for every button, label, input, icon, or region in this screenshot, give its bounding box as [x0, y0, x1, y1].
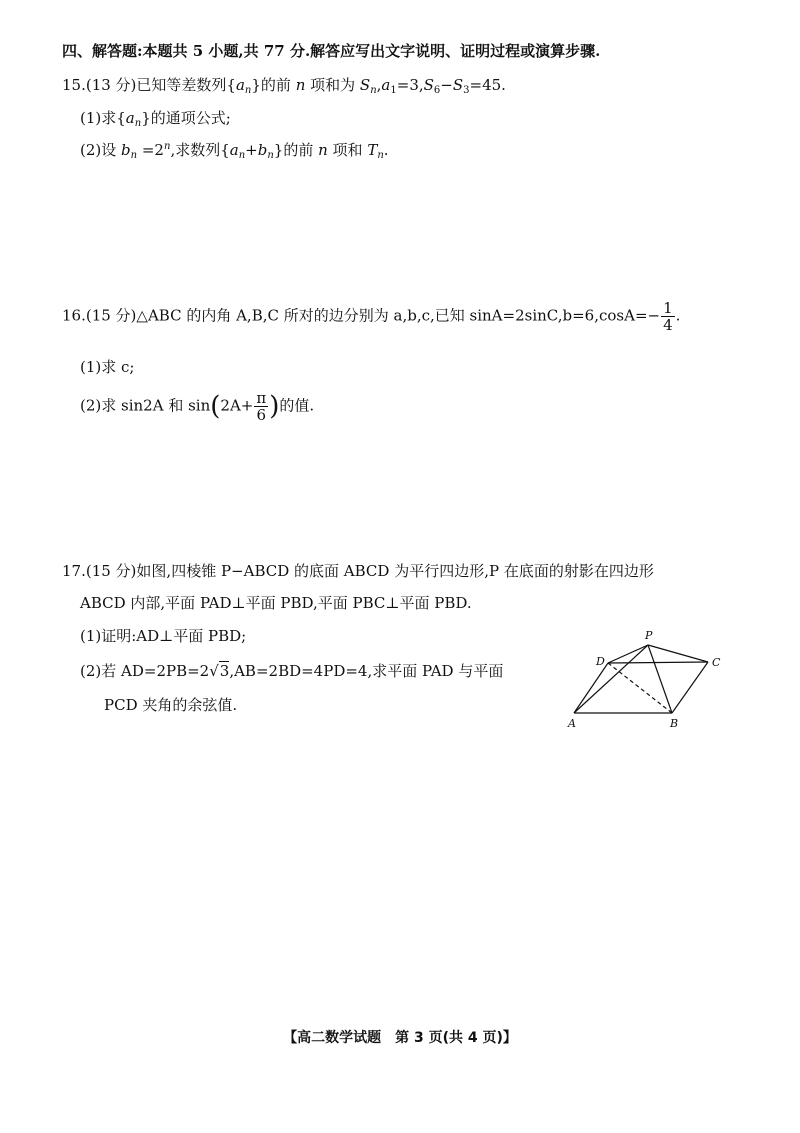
q16-stem: 16.(15 分)△ABC 的内角 A,B,C 所对的边分别为 a,b,c,已知 sinA=2sinC,b=6,cosA=− $\frac{1}{4}$ .: [62, 299, 681, 334]
q16-part2: (2)求 sin2A 和 sin(2A+ $\frac{\pi}{6}$ )的值.: [80, 389, 315, 424]
edge-DB: [608, 663, 672, 713]
q17-part1: (1)证明:AD⊥平面 PBD;: [80, 627, 247, 645]
pyramid-figure: [560, 625, 740, 735]
label-B: B: [670, 717, 679, 730]
q17-part2-line2: PCD 夹角的余弦值.: [104, 696, 238, 714]
edge-DC: [608, 662, 708, 663]
edge-AD: [574, 663, 608, 713]
q16-part1: (1)求 c;: [80, 358, 135, 376]
q16-label: 16.(15 分): [62, 306, 137, 325]
q17-stem-line2: ABCD 内部,平面 PAD⊥平面 PBD,平面 PBC⊥平面 PBD.: [80, 594, 472, 612]
edge-PC: [648, 645, 708, 662]
label-A: A: [568, 717, 576, 730]
edge-BC: [672, 662, 708, 713]
edge-PD: [608, 645, 648, 663]
label-C: C: [712, 656, 721, 669]
q15-part1: (1)求$\{a_n\}$的通项公式;: [80, 109, 231, 129]
edge-PB: [648, 645, 672, 713]
fraction: $\frac{1}{4}$: [663, 299, 673, 334]
q17-part2: (2)若 AD=2PB=2√3,AB=2BD=4PD=4,求平面 PAD 与平面: [80, 662, 504, 680]
page-footer: 【高二数学试题 第 3 页(共 4 页)】: [283, 1030, 517, 1046]
q17-stem-line1: 17.(15 分)如图,四棱锥 P−ABCD 的底面 ABCD 为平行四边形,P 在底面的射影在四边形: [62, 562, 654, 580]
q15-stem: 15.(13 分)已知等差数列$\{a_n\}$的前 n 项和为 $S_n,a_1=3,S_6-S_3=45$.: [62, 76, 506, 96]
label-D: D: [596, 655, 605, 668]
q15-label: 15.(13 分): [62, 76, 137, 94]
fraction: $\frac{\pi}{6}$: [256, 389, 267, 424]
edge-PA: [574, 645, 648, 713]
q15-part2: (2)设 $b_n =2^n$,求数列$\{a_n+b_n\}$的前 n 项和 $T_n$.: [80, 141, 389, 161]
label-P: P: [645, 629, 653, 642]
section-heading: 四、解答题:本题共 5 小题,共 77 分.解答应写出文字说明、证明过程或演算步骤.: [62, 42, 601, 60]
q17-label: 17.(15 分): [62, 562, 137, 580]
